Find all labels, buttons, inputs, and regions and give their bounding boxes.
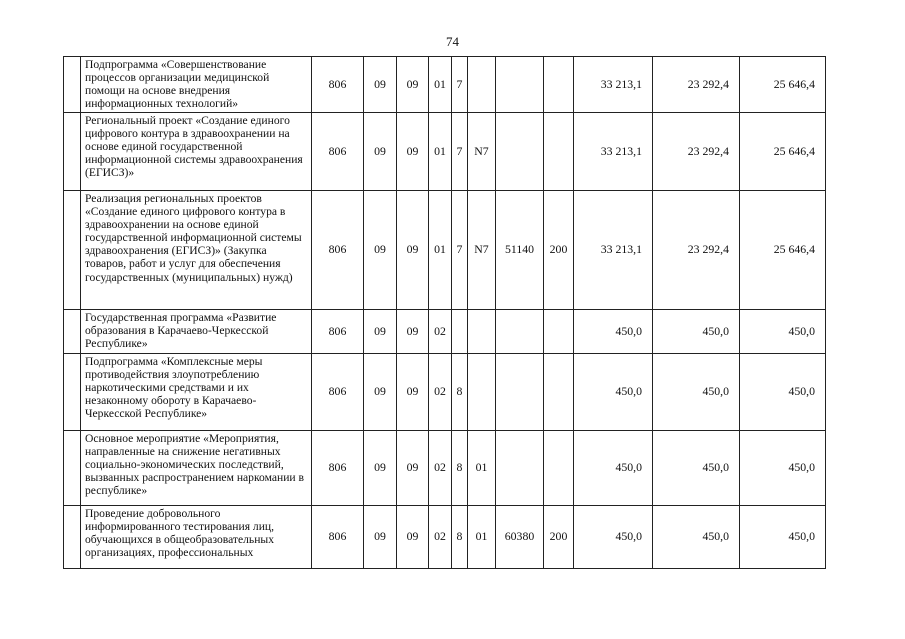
empty-left-cell — [64, 354, 81, 431]
program-code: 01 — [429, 191, 452, 310]
amount-year-3: 450,0 — [740, 354, 826, 431]
section-code: 09 — [364, 57, 397, 113]
amount-year-2: 450,0 — [653, 354, 740, 431]
expense-type-code: 200 — [544, 506, 574, 569]
expense-type-code — [544, 310, 574, 354]
empty-left-cell — [64, 310, 81, 354]
subprogram-code — [452, 310, 468, 354]
direction-code — [496, 310, 544, 354]
grbs-code: 806 — [312, 431, 364, 506]
direction-code: 60380 — [496, 506, 544, 569]
amount-year-3: 25 646,4 — [740, 113, 826, 191]
main-activity-code: 01 — [468, 431, 496, 506]
page-number: 74 — [446, 34, 459, 49]
direction-code: 51140 — [496, 191, 544, 310]
table-row — [64, 506, 826, 569]
subprogram-code: 8 — [452, 354, 468, 431]
amount-year-2: 450,0 — [653, 431, 740, 506]
section-code: 09 — [364, 506, 397, 569]
row-name: Подпрограмма «Совершенствование процессов организации медицинской помощи на основе внедрения информационных технологий» — [81, 57, 312, 113]
subprogram-code: 8 — [452, 431, 468, 506]
subsection-code: 09 — [397, 354, 429, 431]
subsection-code: 09 — [397, 57, 429, 113]
amount-year-3: 450,0 — [740, 431, 826, 506]
grbs-code: 806 — [312, 354, 364, 431]
table-row — [64, 310, 826, 354]
row-name: Проведение добровольного информированного тестирования лиц, обучающихся в общеобразовательных организациях, профессиональных — [81, 506, 312, 569]
table-row — [64, 431, 826, 506]
table-row — [64, 354, 826, 431]
grbs-code: 806 — [312, 191, 364, 310]
direction-code — [496, 113, 544, 191]
expense-type-code: 200 — [544, 191, 574, 310]
grbs-code: 806 — [312, 57, 364, 113]
amount-year-1: 33 213,1 — [574, 57, 653, 113]
amount-year-1: 450,0 — [574, 431, 653, 506]
section-code: 09 — [364, 310, 397, 354]
row-name: Государственная программа «Развитие образования в Карачаево-Черкесской Республике» — [81, 310, 312, 354]
table-row — [64, 57, 826, 113]
table-body — [64, 57, 826, 569]
program-code: 02 — [429, 431, 452, 506]
subprogram-code: 7 — [452, 57, 468, 113]
grbs-code: 806 — [312, 113, 364, 191]
empty-left-cell — [64, 191, 81, 310]
main-activity-code: N7 — [468, 113, 496, 191]
empty-left-cell — [64, 113, 81, 191]
main-activity-code — [468, 57, 496, 113]
program-code: 02 — [429, 506, 452, 569]
amount-year-2: 23 292,4 — [653, 113, 740, 191]
amount-year-1: 450,0 — [574, 310, 653, 354]
empty-left-cell — [64, 506, 81, 569]
program-code: 02 — [429, 310, 452, 354]
table-row — [64, 113, 826, 191]
section-code: 09 — [364, 431, 397, 506]
amount-year-2: 23 292,4 — [653, 57, 740, 113]
main-activity-code — [468, 354, 496, 431]
subsection-code: 09 — [397, 191, 429, 310]
amount-year-3: 25 646,4 — [740, 191, 826, 310]
subsection-code: 09 — [397, 431, 429, 506]
main-activity-code — [468, 310, 496, 354]
empty-left-cell — [64, 431, 81, 506]
subprogram-code: 7 — [452, 113, 468, 191]
row-name: Основное мероприятие «Мероприятия, направленные на снижение негативных социально-экономических последствий, вызванных распространением наркомании в республике» — [81, 431, 312, 506]
row-name: Подпрограмма «Комплексные меры противодействия злоупотреблению наркотическими средствами и их незаконному обороту в Карачаево-Черкесской Республике» — [81, 354, 312, 431]
program-code: 02 — [429, 354, 452, 431]
amount-year-1: 450,0 — [574, 354, 653, 431]
grbs-code: 806 — [312, 506, 364, 569]
subsection-code: 09 — [397, 113, 429, 191]
subprogram-code: 8 — [452, 506, 468, 569]
expense-type-code — [544, 57, 574, 113]
empty-left-cell — [64, 57, 81, 113]
direction-code — [496, 354, 544, 431]
subsection-code: 09 — [397, 310, 429, 354]
amount-year-1: 33 213,1 — [574, 191, 653, 310]
amount-year-3: 450,0 — [740, 310, 826, 354]
amount-year-3: 25 646,4 — [740, 57, 826, 113]
amount-year-2: 450,0 — [653, 506, 740, 569]
amount-year-3: 450,0 — [740, 506, 826, 569]
main-activity-code: N7 — [468, 191, 496, 310]
amount-year-1: 33 213,1 — [574, 113, 653, 191]
expense-type-code — [544, 113, 574, 191]
section-code: 09 — [364, 191, 397, 310]
direction-code — [496, 57, 544, 113]
program-code: 01 — [429, 57, 452, 113]
row-name: Региональный проект «Создание единого цифрового контура в здравоохранении на основе единой государственной информационной системы здравоохранения (ЕГИСЗ)» — [81, 113, 312, 191]
expense-type-code — [544, 354, 574, 431]
direction-code — [496, 431, 544, 506]
row-name: Реализация региональных проектов «Создание единого цифрового контура в здравоохранении на основе единой государственной информационной системы здравоохранения (ЕГИСЗ)» (Закупка товаров, работ и услуг для обеспечения государственных (муниципальных) нужд) — [81, 191, 312, 310]
grbs-code: 806 — [312, 310, 364, 354]
program-code: 01 — [429, 113, 452, 191]
subsection-code: 09 — [397, 506, 429, 569]
subprogram-code: 7 — [452, 191, 468, 310]
section-code: 09 — [364, 354, 397, 431]
expense-type-code — [544, 431, 574, 506]
main-activity-code: 01 — [468, 506, 496, 569]
amount-year-2: 450,0 — [653, 310, 740, 354]
section-code: 09 — [364, 113, 397, 191]
amount-year-1: 450,0 — [574, 506, 653, 569]
amount-year-2: 23 292,4 — [653, 191, 740, 310]
table-row — [64, 191, 826, 310]
budget-table — [63, 56, 826, 569]
